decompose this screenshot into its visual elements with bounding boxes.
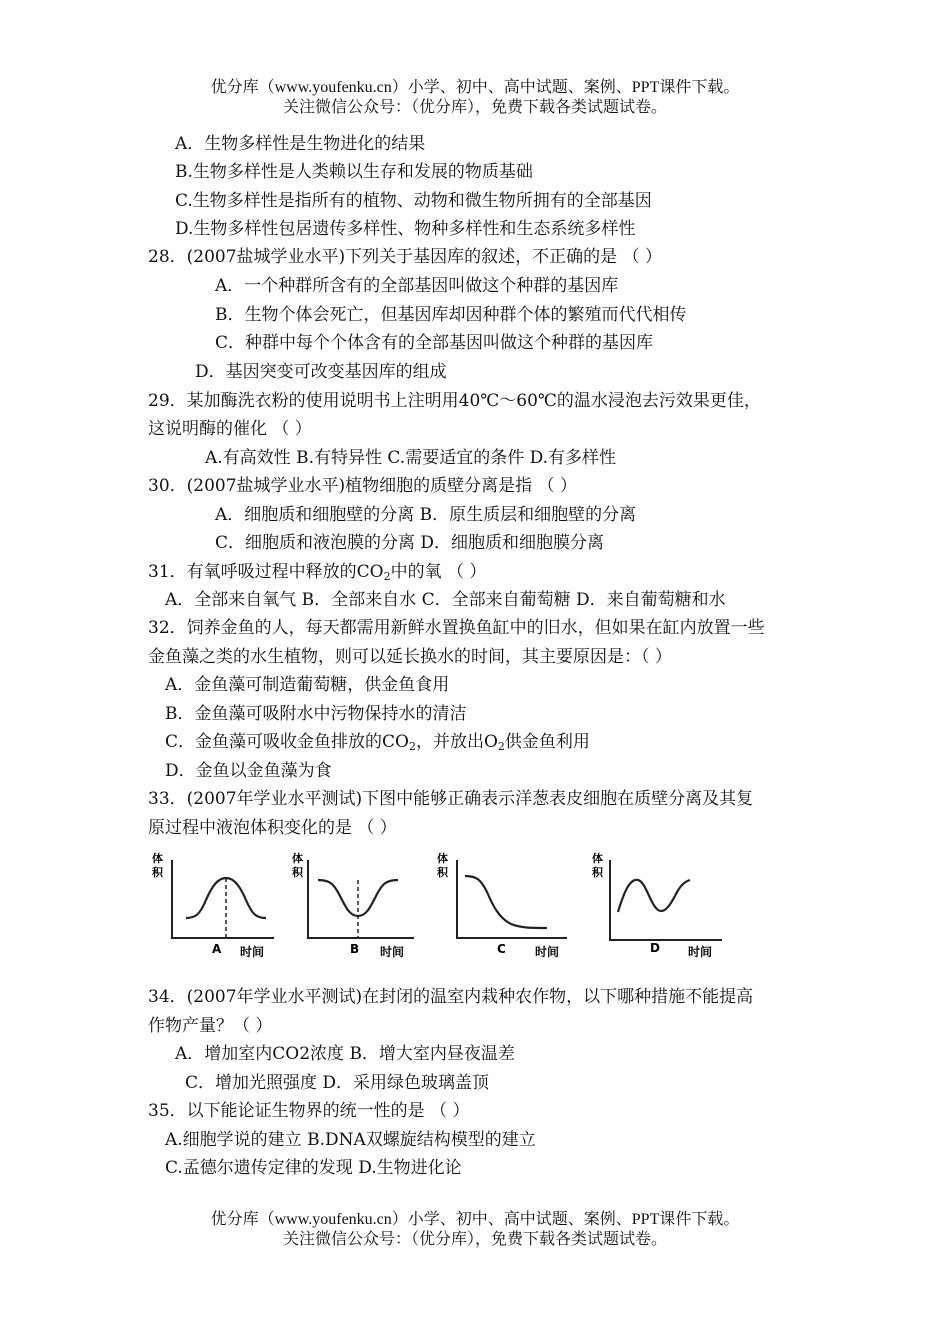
graph-d-letter: D — [650, 941, 660, 955]
graph-d-curve — [618, 880, 690, 912]
q29-stem-1: 29．某加酶洗衣粉的使用说明书上注明用40℃～60℃的温水浸泡去污效果更佳， — [148, 391, 761, 411]
graph-c-axes — [457, 860, 567, 938]
graph-a-ylabel-1: 体 — [152, 852, 163, 865]
q30-stem: 30．(2007盐城学业水平)植物细胞的质壁分离是指 （ ） — [148, 476, 577, 496]
graph-b-ylabel-2: 积 — [292, 866, 303, 879]
graph-a-xlabel: 时间 — [240, 945, 265, 959]
graph-d-axes — [610, 860, 722, 940]
q30-options-ab: A．细胞质和细胞壁的分离 B．原生质层和细胞壁的分离 — [215, 505, 637, 525]
graph-c — [435, 848, 575, 960]
q28-stem: 28．(2007盐城学业水平)下列关于基因库的叙述，不正确的是 （ ） — [148, 247, 662, 267]
q32-option-a: A．金鱼藻可制造葡萄糖，供金鱼食用 — [165, 675, 450, 695]
q28-option-d: D．基因突变可改变基因库的组成 — [195, 362, 447, 382]
graph-a — [150, 848, 280, 960]
q27-option-a: A．生物多样性是生物进化的结果 — [175, 134, 426, 154]
graph-b-xlabel: 时间 — [380, 945, 405, 959]
graph-a-letter: A — [212, 942, 222, 956]
graph-b-axes — [308, 860, 414, 938]
q32-option-d: D．金鱼以金鱼藻为食 — [165, 761, 332, 781]
graph-a-curve — [186, 878, 266, 918]
q34-options-cd: C．增加光照强度 D．采用绿色玻璃盖顶 — [185, 1073, 490, 1093]
footer-line-2: 关注微信公众号：（优分库），免费下载各类试题试卷。 — [282, 1231, 667, 1248]
footer-line-1: 优分库（www.youfenku.cn）小学、初中、高中试题、案例、PPT课件下载。 — [210, 1211, 740, 1228]
graph-c-letter: C — [497, 942, 506, 956]
q27-option-b: B.生物多样性是人类赖以生存和发展的物质基础 — [175, 162, 533, 182]
graph-c-curve — [465, 876, 547, 928]
graph-d-ylabel-1: 体 — [592, 852, 603, 865]
q34-stem-1: 34．(2007年学业水平测试)在封闭的温室内栽种农作物，以下哪种措施不能提高 — [148, 987, 754, 1007]
q35-options-cd: C.孟德尔遗传定律的发现 D.生物进化论 — [165, 1158, 462, 1178]
q35-stem: 35．以下能论证生物界的统一性的是 （ ） — [148, 1101, 470, 1121]
q33-stem-1: 33．(2007年学业水平测试)下图中能够正确表示洋葱表皮细胞在质壁分离及其复 — [148, 789, 754, 809]
header-line-1: 优分库（www.youfenku.cn）小学、初中、高中试题、案例、PPT课件下载。 — [210, 79, 740, 96]
graph-a-axes — [172, 860, 274, 938]
q29-stem-2: 这说明酶的催化 （ ） — [148, 419, 312, 439]
graph-d-ylabel-2: 积 — [592, 866, 603, 879]
q34-stem-2: 作物产量？（ ） — [148, 1016, 273, 1036]
q28-option-a: A．一个种群所含有的全部基因叫做这个种群的基因库 — [215, 276, 619, 296]
q32-stem-2: 金鱼藻之类的水生植物，则可以延长换水的时间，其主要原因是：（ ） — [148, 647, 672, 667]
q27-option-c: C.生物多样性是指所有的植物、动物和微生物所拥有的全部基因 — [175, 191, 652, 211]
q35-options-ab: A.细胞学说的建立 B.DNA双螺旋结构模型的建立 — [165, 1130, 536, 1150]
q32-option-c: C．金鱼藻可吸收金鱼排放的$CO_2$，并放出$O_2$供金鱼利用 — [165, 732, 590, 753]
q31-options: A．全部来自氧气 B．全部来自水 C．全部来自葡萄糖 D．来自葡萄糖和水 — [165, 590, 726, 610]
graph-b-ylabel-1: 体 — [292, 852, 303, 865]
graph-d — [590, 848, 730, 960]
q34-options-ab: A．增加室内CO2浓度 B．增大室内昼夜温差 — [175, 1044, 515, 1064]
q32-option-b: B．金鱼藻可吸附水中污物保持水的清洁 — [165, 704, 467, 724]
q32-stem-1: 32．饲养金鱼的人，每天都需用新鲜水置换鱼缸中的旧水，但如果在缸内放置一些 — [148, 618, 765, 638]
graph-c-xlabel: 时间 — [535, 945, 560, 959]
header-line-2: 关注微信公众号：（优分库），免费下载各类试题试卷。 — [282, 99, 667, 116]
q31-stem: 31．有氧呼吸过程中释放的$CO_2$中的氧 （ ） — [148, 562, 487, 583]
q28-option-b: B．生物个体会死亡，但基因库却因种群个体的繁殖而代代相传 — [215, 305, 687, 325]
q28-option-c: C．种群中每个个体含有的全部基因叫做这个种群的基因库 — [215, 333, 654, 353]
graph-a-ylabel-2: 积 — [152, 866, 163, 879]
q27-option-d: D.生物多样性包居遗传多样性、物种多样性和生态系统多样性 — [175, 219, 636, 239]
q30-options-cd: C．细胞质和液泡膜的分离 D．细胞质和细胞膜分离 — [215, 533, 605, 553]
q29-options: A.有高效性 B.有特异性 C.需要适宜的条件 D.有多样性 — [205, 448, 617, 468]
graph-c-ylabel-1: 体 — [437, 852, 448, 865]
graph-b — [290, 848, 420, 960]
graph-c-ylabel-2: 积 — [437, 866, 448, 879]
graph-d-xlabel: 时间 — [688, 945, 713, 959]
q33-stem-2: 原过程中液泡体积变化的是 （ ） — [148, 818, 397, 838]
graph-b-letter: B — [350, 942, 360, 956]
